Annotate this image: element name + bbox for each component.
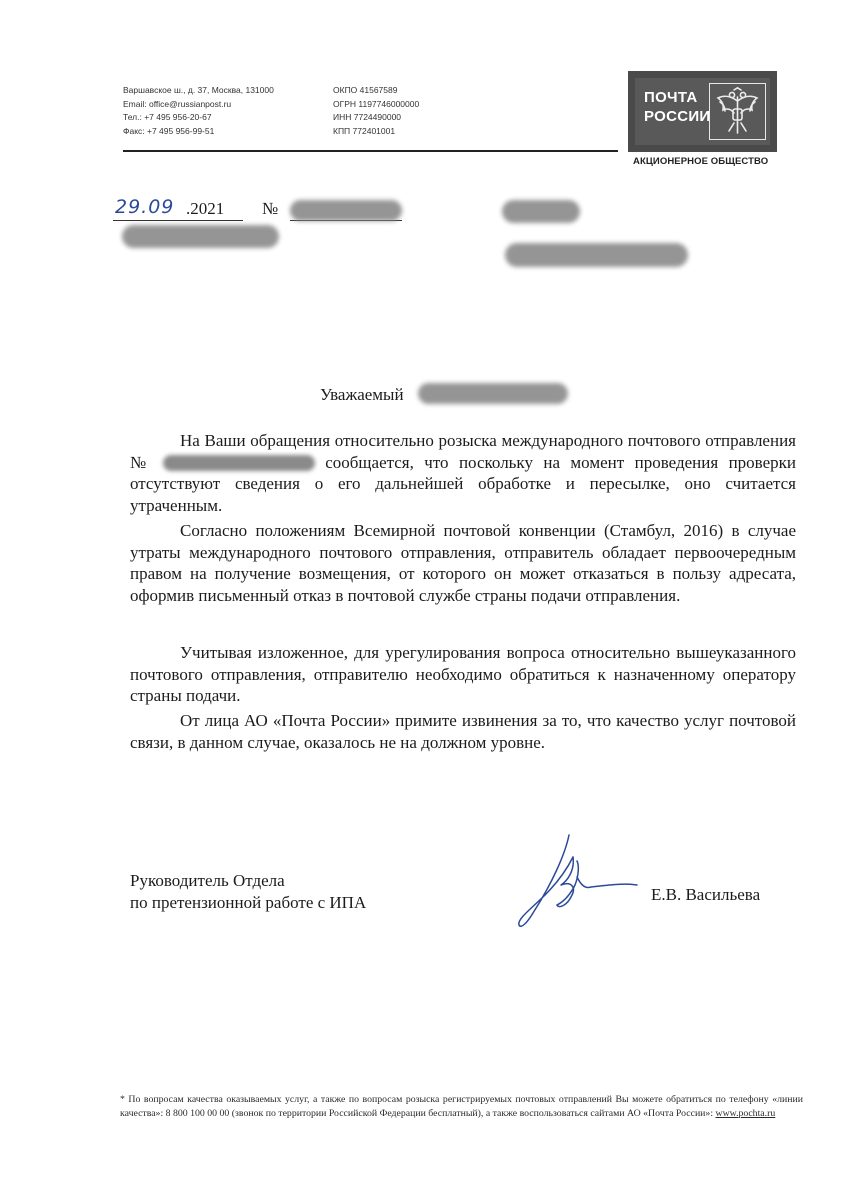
paragraph-4: От лица АО «Почта России» примите извинения за то, что качество услуг почтовой связи, в данном случае, оказалось не на должном уровне. [130,711,796,752]
sender-contacts [123,84,274,138]
handwritten-signature [505,825,645,940]
kpp-line: КПП 772401001 [333,125,396,136]
footnote-text: * По вопросам качества оказываемых услуг, а также по вопросам розыска регистрируемых почтовых отправлений Вы можете обратиться по телефону «линии качества»: 8 800 100 00 00 (звонок по территории Российской Федерации бесплатный), а также воспользоваться сайтами АО «Почта России»: [120,1094,803,1119]
signer-position-line-2: по претензионной работе с ИПА [130,893,367,912]
registry-codes [333,84,419,138]
redacted-tracking-number [163,455,315,471]
paragraph-1 [130,430,796,516]
signer-position [130,870,366,914]
salutation: Уважаемый [320,385,404,404]
ogrn-line: ОГРН 1197746000000 [333,98,420,109]
footnote [120,1093,803,1121]
paragraph-3: Учитывая изложенное, для урегулирования вопроса относительно вышеуказанного почтового отправления, отправителю необходимо обратиться к назначенному оператору страны подачи. [130,643,796,706]
address-line: Варшавское ш., д. 37, Москва, 131000 [123,85,274,95]
date-year: .2021 [186,199,225,218]
logo-wordmark: ПОЧТА РОССИИ [644,89,711,125]
number-label: № [262,199,279,218]
signer-position-line-1: Руководитель Отдела [130,871,285,890]
redacted-reference-extra [122,225,279,248]
paragraph-1-end: сообщается, что поскольку на момент проведения проверки отсутствуют сведения о его дальнейшей обработке и пересылке, оно считается утраченным. [130,452,797,515]
redacted-recipient-name [502,200,580,223]
fax-line: Факс: +7 495 956-99-51 [123,125,215,136]
email-line: Email: office@russianpost.ru [123,98,232,109]
paragraph-2: Согласно положениям Всемирной почтовой конвенции (Стамбул, 2016) в случае утраты международного почтового отправления, отправитель обладает первоочередным правом на получение возмещения, от которого он может отказаться в пользу адресата, оформив письменный отказ в почтовой службе страны подачи отправления. [130,521,796,605]
website-link[interactable]: www.pochta.ru [715,1108,776,1119]
eagle-emblem-icon [709,83,766,140]
phone-line: Тел.: +7 495 956-20-67 [123,112,212,122]
redacted-salutation-name [418,383,568,404]
redacted-reference-number [290,200,402,221]
handwritten-date: 29.09 [115,196,175,218]
signer-name: Е.В. Васильева [651,885,761,904]
header-divider [123,150,618,152]
inn-line: ИНН 7724490000 [333,112,402,122]
paragraph-1-start: На Ваши обращения относительно розыска международного почтового отправления № [130,431,796,472]
russian-post-logo [628,71,777,152]
organization-type: АКЦИОНЕРНОЕ ОБЩЕСТВО [633,156,769,167]
okpo-line: ОКПО 41567589 [333,85,398,95]
redacted-recipient-address [505,243,688,267]
date-underline [113,220,243,221]
